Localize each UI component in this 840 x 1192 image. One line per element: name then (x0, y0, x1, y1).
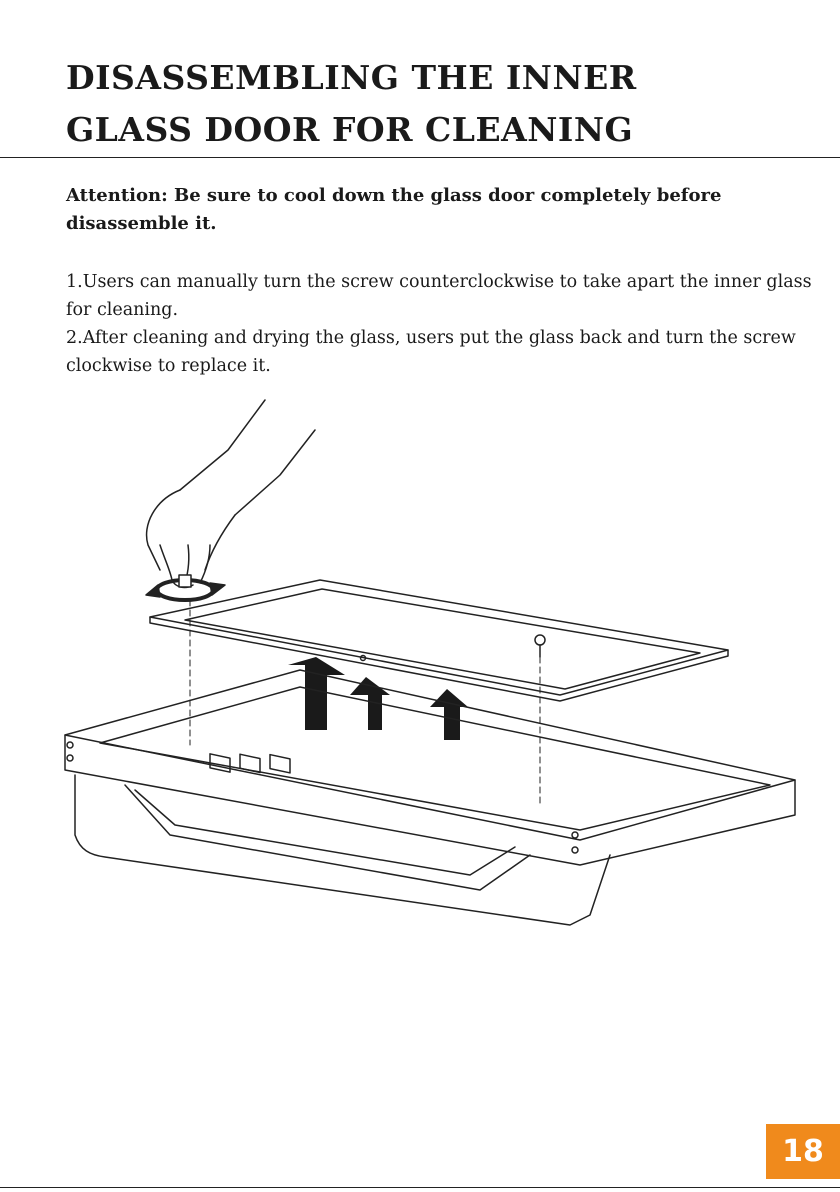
header-divider (0, 157, 840, 158)
glass-panel-icon (150, 580, 728, 701)
rotate-arrows-icon (146, 575, 225, 600)
step-2: 2.After cleaning and drying the glass, users put the glass back and turn the screw clockwise to replace it. (66, 328, 796, 376)
door-frame-icon (65, 670, 795, 925)
step-1: 1.Users can manually turn the screw counterclockwise to take apart the inner glass for cleaning. (66, 272, 812, 320)
disassembly-illustration (60, 395, 805, 955)
hand-icon (147, 400, 315, 587)
instruction-steps (66, 268, 826, 380)
page-title-line-1: DISASSEMBLING THE INNER (66, 58, 637, 97)
page-title-line-2: GLASS DOOR FOR CLEANING (66, 110, 634, 149)
page-title (66, 52, 766, 156)
footer-divider (0, 1187, 840, 1188)
page-number-badge: 18 (766, 1124, 840, 1179)
attention-note: Attention: Be sure to cool down the glass door completely before disassemble it. (66, 185, 722, 234)
